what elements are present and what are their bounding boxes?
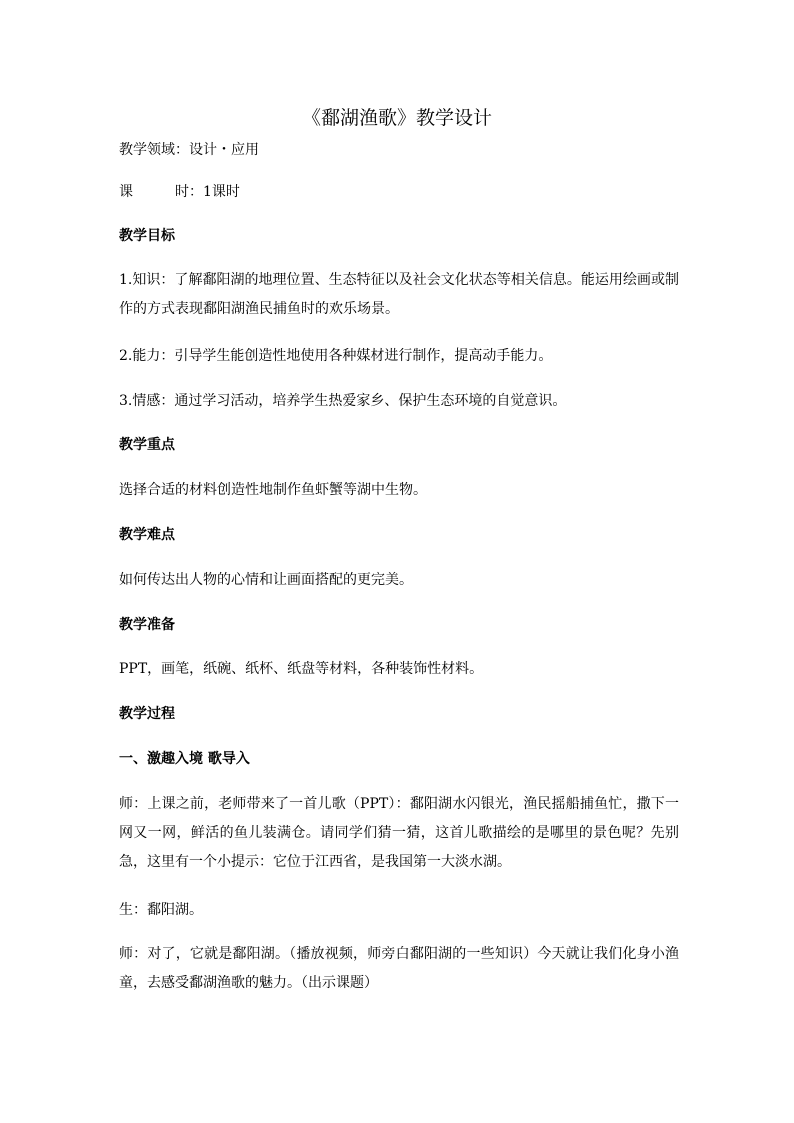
key-points-heading: 教学重点 [119, 437, 175, 453]
key-points-text: 选择合适的材料创造性地制作鱼虾蟹等湖中生物。 [119, 482, 427, 498]
objectives-heading: 教学目标 [119, 228, 175, 244]
process-paragraph-2: 生：鄱阳湖。 [119, 902, 203, 918]
preparation-text: PPT，画笔，纸碗、纸杯、纸盘等材料，各种装饰性材料。 [119, 661, 484, 677]
class-hours-label-b: 时：1课时 [175, 184, 240, 200]
class-hours [119, 183, 679, 201]
process-section-1-heading: 一、激趣入境 歌导入 [119, 751, 250, 767]
document-title: 《鄱湖渔歌》教学设计 [301, 107, 492, 129]
process-heading: 教学过程 [119, 706, 175, 722]
objective-emotion: 3.情感：通过学习活动，培养学生热爱家乡、保护生态环境的自觉意识。 [119, 393, 567, 409]
difficulties-text: 如何传达出人物的心情和让画面搭配的更完美。 [119, 572, 413, 588]
preparation-heading: 教学准备 [119, 617, 175, 633]
objective-knowledge: 1.知识：了解鄱阳湖的地理位置、生态特征以及社会文化状态等相关信息。能运用绘画或制作的方式表现鄱阳湖渔民捕鱼时的欢乐场景。 [119, 272, 679, 317]
process-paragraph-1: 师：上课之前，老师带来了一首儿歌（PPT）：鄱阳湖水闪银光，渔民摇船捕鱼忙，撒下一网又一网，鲜活的鱼儿装满仓。请同学们猜一猜，这首儿歌描绘的是哪里的景色呢？先别急，这里有一个小提示：它位于江西省，是我国第一大淡水湖。 [119, 796, 679, 870]
teaching-field: 教学领域：设计・应用 [119, 142, 259, 158]
objective-ability: 2.能力：引导学生能创造性地使用各种媒材进行制作，提高动手能力。 [119, 348, 553, 364]
difficulties-heading: 教学难点 [119, 527, 175, 543]
process-paragraph-3: 师：对了，它就是鄱阳湖。（播放视频，师旁白鄱阳湖的一些知识）今天就让我们化身小渔童，去感受鄱湖渔歌的魅力。（出示课题） [119, 946, 679, 991]
class-hours-label-a: 课 [119, 184, 133, 200]
